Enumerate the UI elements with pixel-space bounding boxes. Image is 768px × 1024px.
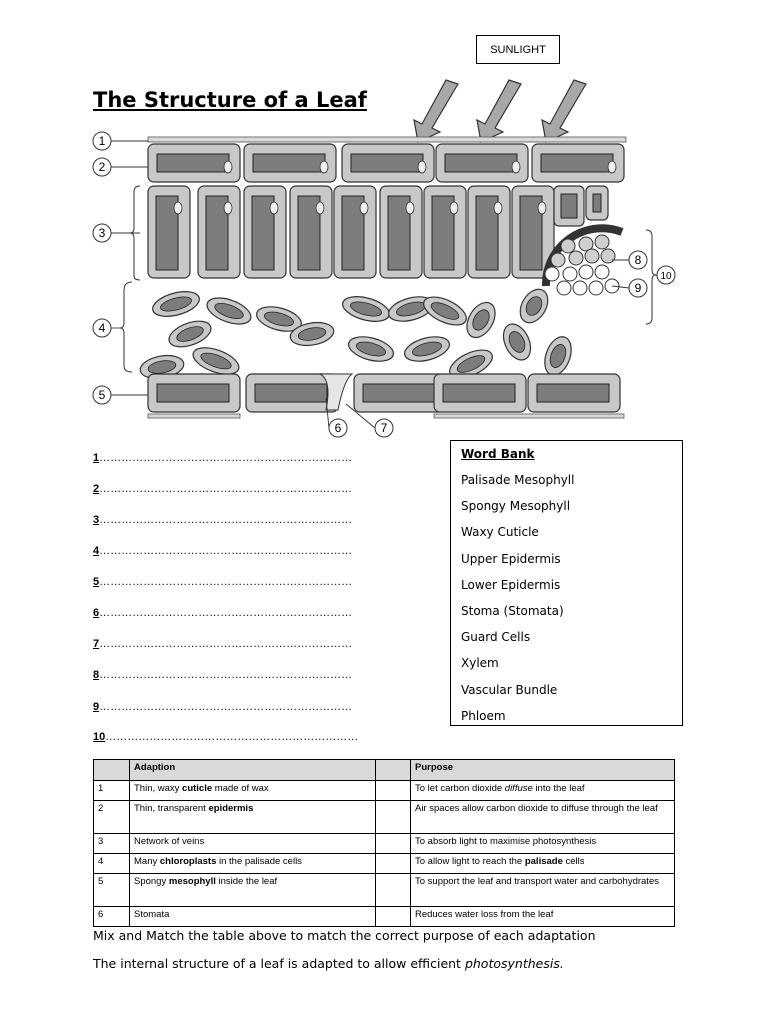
table-cell-blank — [376, 781, 411, 801]
adaption-text: Thin, waxy — [134, 783, 183, 794]
spongy-mesophyll-cell — [346, 332, 396, 365]
diagram-number-label: 1 — [98, 134, 106, 148]
diagram-number-label: 8 — [634, 253, 642, 267]
table-cell-blank — [376, 854, 411, 874]
cell-nucleus — [316, 202, 324, 214]
diagram-number-label: 9 — [634, 281, 642, 295]
adaption-text: Network of veins — [134, 836, 205, 847]
purpose-text: into the leaf — [532, 783, 585, 794]
purpose-text: To absorb light to maximise photosynthesis — [415, 836, 597, 847]
cell-vacuole — [537, 384, 609, 402]
row-number: 6 — [98, 909, 104, 920]
table-cell-blank — [376, 907, 411, 927]
cell-nucleus — [418, 161, 426, 173]
table-cell-purpose — [411, 801, 675, 834]
cell-nucleus — [406, 202, 414, 214]
spongy-mesophyll-cell — [420, 291, 471, 330]
word-bank-item: Palisade Mesophyll — [461, 473, 575, 487]
cell-nucleus — [320, 161, 328, 173]
word-bank-item: Vascular Bundle — [461, 682, 558, 697]
answer-line-dots: …………………………………………………………… — [105, 731, 359, 743]
diagram-number-label: 7 — [380, 421, 388, 435]
diagram-number-label: 5 — [98, 388, 106, 402]
answer-line-number: 4 — [93, 545, 100, 557]
table-cell-adaption — [130, 854, 376, 874]
spongy-mesophyll-cell — [461, 298, 501, 343]
cell-vacuole — [157, 384, 229, 402]
table-cell-adaption — [130, 874, 376, 907]
table-row — [94, 834, 675, 854]
phloem-tube — [579, 265, 593, 279]
cell-vacuole — [445, 154, 517, 172]
cell-vacuole — [443, 384, 515, 402]
lower-cuticle — [148, 414, 240, 418]
adaption-text: inside the leaf — [215, 876, 278, 887]
cell-vacuole — [255, 384, 327, 402]
cell-nucleus — [450, 202, 458, 214]
table-cell-purpose — [411, 781, 675, 801]
answer-line-number: 10 — [93, 731, 106, 743]
adaptation-table — [93, 759, 675, 927]
answer-line-dots: …………………………………………………………… — [99, 607, 353, 619]
word-bank-item: Waxy Cuticle — [461, 525, 539, 540]
table-cell-number — [94, 874, 130, 907]
table-header-num — [94, 760, 130, 781]
answer-line[interactable] — [93, 545, 352, 557]
answer-line-number: 7 — [93, 638, 100, 650]
table-cell-number — [94, 781, 130, 801]
spongy-mesophyll-cell — [340, 292, 392, 326]
phloem-tube — [589, 281, 603, 295]
word-bank-item: Upper Epidermis — [461, 551, 561, 566]
table-header-row — [94, 760, 675, 781]
answer-line-number: 5 — [93, 576, 100, 588]
table-cell-adaption — [130, 801, 376, 834]
answer-line[interactable] — [93, 483, 352, 495]
summary-text — [93, 956, 564, 971]
purpose-text: diffuse — [504, 783, 533, 794]
row-number: 2 — [98, 803, 104, 814]
cell-vacuole — [593, 194, 601, 212]
diagram-number-label: 6 — [334, 421, 342, 435]
leaf-cross-section-diagram — [80, 68, 700, 443]
purpose-text: cells — [562, 856, 585, 867]
cell-vacuole — [363, 384, 435, 402]
bracket-vascular-bundle — [646, 230, 656, 324]
row-number: 4 — [98, 856, 104, 867]
table-row — [94, 854, 675, 874]
table-row — [94, 874, 675, 907]
answer-line[interactable] — [93, 638, 352, 650]
spongy-mesophyll-cell — [515, 284, 554, 327]
answer-line-number: 9 — [93, 701, 100, 713]
answer-line-dots: …………………………………………………………… — [99, 452, 353, 464]
table-cell-adaption — [130, 907, 376, 927]
answer-line-number: 2 — [93, 483, 100, 495]
diagram-number-label: 10 — [660, 271, 672, 282]
spongy-mesophyll-cell — [150, 287, 202, 321]
answer-line[interactable] — [93, 701, 352, 713]
answer-line-number: 3 — [93, 514, 100, 526]
diagram-number-label: 3 — [98, 226, 106, 240]
spongy-mesophyll-cell — [402, 332, 452, 365]
answer-line-dots: …………………………………………………………… — [99, 638, 353, 650]
table-cell-purpose — [411, 874, 675, 907]
table-cell-adaption — [130, 834, 376, 854]
answer-line[interactable] — [93, 514, 352, 526]
purpose-text: Air spaces allow carbon dioxide to diffuse through the leaf — [415, 803, 658, 814]
answer-line-number: 8 — [93, 669, 100, 681]
table-header-blank — [376, 760, 411, 781]
purpose-text: palisade — [524, 856, 563, 867]
table-cell-purpose — [411, 854, 675, 874]
sunlight-label: SUNLIGHT — [476, 35, 560, 64]
answer-line[interactable] — [93, 669, 352, 681]
spongy-mesophyll-cell — [204, 293, 255, 329]
table-cell-number — [94, 834, 130, 854]
xylem-vessel — [569, 251, 583, 265]
table-row — [94, 781, 675, 801]
word-bank-item: Phloem — [461, 708, 506, 723]
summary-text-emphasis: photosynthesis. — [464, 956, 564, 971]
cell-nucleus — [224, 161, 232, 173]
page-title: The Structure of a Leaf — [93, 88, 367, 112]
row-number: 3 — [98, 836, 104, 847]
row-number: 1 — [98, 783, 104, 794]
cell-vacuole — [253, 154, 325, 172]
cell-vacuole — [351, 154, 423, 172]
cell-nucleus — [538, 202, 546, 214]
summary-text-main: The internal structure of a leaf is adapted to allow efficient — [93, 956, 465, 971]
purpose-text: To allow light to reach the — [415, 856, 525, 867]
cell-nucleus — [224, 202, 232, 214]
phloem-tube — [595, 265, 609, 279]
bracket-spongy — [120, 282, 132, 372]
adaption-text: Many — [134, 856, 160, 867]
answer-line[interactable] — [93, 731, 358, 743]
purpose-text: To support the leaf and transport water and carbohydrates — [415, 876, 659, 887]
word-bank-item: Lower Epidermis — [461, 577, 561, 592]
upper-cuticle — [148, 137, 626, 142]
table-cell-number — [94, 801, 130, 834]
word-bank-item: Guard Cells — [461, 630, 531, 645]
cell-nucleus — [360, 202, 368, 214]
answer-line[interactable] — [93, 576, 352, 588]
table-header-adaption: Adaption — [130, 760, 376, 781]
spongy-mesophyll-cell — [166, 316, 215, 352]
answer-line[interactable] — [93, 452, 352, 464]
sunlight-arrow — [542, 80, 586, 142]
answer-line-dots: …………………………………………………………… — [99, 545, 353, 557]
table-row — [94, 907, 675, 927]
cell-nucleus — [608, 161, 616, 173]
row-number: 5 — [98, 876, 104, 887]
answer-line-dots: …………………………………………………………… — [99, 483, 353, 495]
table-row — [94, 801, 675, 834]
word-bank-item: Spongy Mesophyll — [461, 499, 571, 514]
word-bank-item: Xylem — [461, 656, 499, 671]
table-cell-purpose — [411, 907, 675, 927]
adaption-text: chloroplasts — [159, 856, 217, 867]
xylem-vessel — [595, 235, 609, 249]
table-cell-purpose — [411, 834, 675, 854]
adaption-text: cuticle — [182, 783, 213, 794]
table-cell-adaption — [130, 781, 376, 801]
table-header-purpose: Purpose — [411, 760, 675, 781]
cell-vacuole — [541, 154, 613, 172]
answer-line[interactable] — [93, 607, 352, 619]
lower-cuticle — [434, 414, 624, 418]
table-cell-number — [94, 854, 130, 874]
table-cell-blank — [376, 834, 411, 854]
purpose-text: To let carbon dioxide — [415, 783, 505, 794]
adaption-text: Stomata — [134, 909, 170, 920]
adaption-text: in the palisade cells — [216, 856, 302, 867]
answer-line-dots: …………………………………………………………… — [99, 701, 353, 713]
sunlight-arrow — [414, 80, 458, 142]
answer-line-number: 6 — [93, 607, 100, 619]
xylem-vessel — [601, 249, 615, 263]
diagram-number-label: 2 — [98, 160, 106, 174]
cell-vacuole — [561, 194, 577, 218]
answer-line-number: 1 — [93, 452, 100, 464]
xylem-vessel — [551, 253, 565, 267]
answer-line-dots: …………………………………………………………… — [99, 514, 353, 526]
phloem-tube — [557, 281, 571, 295]
spongy-mesophyll-cell — [498, 320, 536, 365]
adaption-text: made of wax — [212, 783, 269, 794]
adaption-text: epidermis — [208, 803, 254, 814]
table-cell-blank — [376, 874, 411, 907]
phloem-tube — [563, 267, 577, 281]
adaption-text: mesophyll — [168, 876, 216, 887]
xylem-vessel — [561, 239, 575, 253]
phloem-tube — [545, 267, 559, 281]
word-bank-title: Word Bank — [461, 447, 535, 461]
cell-vacuole — [157, 154, 229, 172]
word-bank-item: Stoma (Stomata) — [461, 603, 564, 618]
cell-nucleus — [494, 202, 502, 214]
cell-nucleus — [512, 161, 520, 173]
purpose-text: Reduces water loss from the leaf — [415, 909, 554, 920]
answer-line-dots: …………………………………………………………… — [99, 669, 353, 681]
answer-line-dots: …………………………………………………………… — [99, 576, 353, 588]
cell-nucleus — [174, 202, 182, 214]
table-cell-blank — [376, 801, 411, 834]
spongy-mesophyll-cell — [540, 333, 576, 379]
cell-nucleus — [270, 202, 278, 214]
sunlight-arrow — [477, 80, 521, 142]
word-bank — [450, 440, 683, 726]
adaption-text: Spongy — [134, 876, 169, 887]
table-cell-number — [94, 907, 130, 927]
adaption-text: Thin, transparent — [134, 803, 209, 814]
diagram-number-label: 4 — [98, 321, 106, 335]
phloem-tube — [573, 281, 587, 295]
xylem-vessel — [585, 249, 599, 263]
instruction-text: Mix and Match the table above to match the correct purpose of each adaptation — [93, 928, 596, 943]
